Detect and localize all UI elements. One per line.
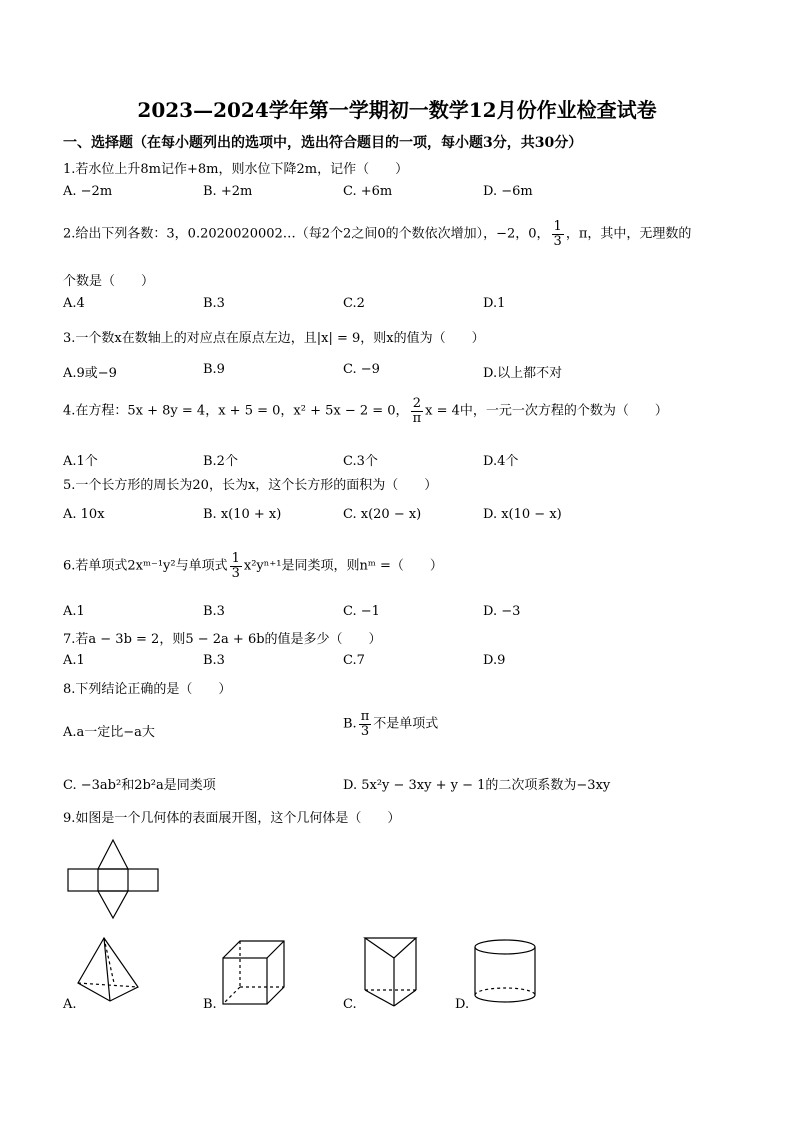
net-bottom-triangle xyxy=(98,891,128,918)
question-9-option-a: A. xyxy=(63,997,77,1012)
question-4-stem xyxy=(63,397,668,425)
cylinder-figure xyxy=(470,937,542,1007)
question-7-option-a: A.1 xyxy=(63,653,85,668)
question-7-option-c: C.7 xyxy=(343,653,365,668)
fraction-numerator: 1 xyxy=(553,219,562,234)
fraction-denominator: π xyxy=(412,410,422,426)
question-9-option-d: D. xyxy=(455,997,470,1012)
option-text: 不是单项式 xyxy=(373,716,439,732)
question-2-option-c: C.2 xyxy=(343,296,365,311)
question-8-option-a: A.a一定比−a大 xyxy=(63,725,155,740)
section-heading: 一、选择题（在每小题列出的选项中，选出符合题目的一项，每小题3分，共30分） xyxy=(63,135,583,151)
question-6-option-a: A.1 xyxy=(63,604,85,619)
fraction-numerator: π xyxy=(360,709,370,724)
question-5-option-c: C. x(20 − x) xyxy=(343,507,422,522)
question-8-option-b xyxy=(343,710,438,738)
question-2-stem-b: ，π，其中，无理数的 xyxy=(565,226,692,242)
question-7-option-b: B.3 xyxy=(203,653,225,668)
question-6-stem xyxy=(63,552,443,580)
question-6-stem-b: x²yⁿ⁺¹是同类项，则nᵐ =（ ） xyxy=(243,558,443,574)
question-6-option-b: B.3 xyxy=(203,604,225,619)
question-1-option-d: D. −6m xyxy=(483,184,533,199)
net-top-triangle xyxy=(98,840,128,869)
cube-figure xyxy=(218,938,290,1010)
question-7-stem: 7.若a − 3b = 2，则5 − 2a + 6b的值是多少（ ） xyxy=(63,632,382,647)
question-8-fraction xyxy=(359,710,372,738)
question-4-fraction xyxy=(411,397,424,425)
question-4-stem-a: 4.在方程：5x + 8y = 4，x + 5 = 0，x² + 5x − 2 = 0， xyxy=(63,403,409,419)
question-3-option-a: A.9或−9 xyxy=(63,366,117,381)
fraction-denominator: 3 xyxy=(231,565,240,581)
question-9-stem: 9.如图是一个几何体的表面展开图，这个几何体是（ ） xyxy=(63,811,401,826)
question-9-option-c: C. xyxy=(343,997,357,1012)
question-6-option-c: C. −1 xyxy=(343,604,380,619)
question-6-fraction xyxy=(230,552,242,580)
question-2-stem xyxy=(63,220,691,248)
question-3-option-c: C. −9 xyxy=(343,362,380,377)
fraction-denominator: 3 xyxy=(360,723,370,739)
question-8-option-d: D. 5x²y − 3xy + y − 1的二次项系数为−3xy xyxy=(343,778,611,793)
question-6-stem-a: 6.若单项式2xᵐ⁻¹y²与单项式 xyxy=(63,558,228,574)
question-1-stem: 1.若水位上升8m记作+8m，则水位下降2m，记作（ ） xyxy=(63,162,409,177)
option-label: B. xyxy=(343,716,357,732)
question-9-option-b: B. xyxy=(203,997,217,1012)
question-4-option-d: D.4个 xyxy=(483,454,519,469)
question-4-option-b: B.2个 xyxy=(203,454,238,469)
exam-title: 2023—2024学年第一学期初一数学12月份作业检查试卷 xyxy=(137,98,657,122)
question-2-stem-c: 个数是（ ） xyxy=(63,274,155,289)
net-diagram xyxy=(60,838,170,920)
question-1-option-c: C. +6m xyxy=(343,184,393,199)
question-4-stem-b: x = 4中，一元一次方程的个数为（ ） xyxy=(425,403,668,419)
question-5-option-d: D. x(10 − x) xyxy=(483,507,562,522)
question-6-option-d: D. −3 xyxy=(483,604,521,619)
question-2-stem-a: 2.给出下列各数：3，0.2020020002…（每2个2之间0的个数依次增加），−2，0， xyxy=(63,226,550,242)
question-5-stem: 5.一个长方形的周长为20，长为x，这个长方形的面积为（ ） xyxy=(63,478,438,493)
question-2-option-d: D.1 xyxy=(483,296,506,311)
question-2-option-a: A.4 xyxy=(63,296,85,311)
net-rectangles xyxy=(68,869,158,891)
question-7-option-d: D.9 xyxy=(483,653,506,668)
question-8-option-c: C. −3ab²和2b²a是同类项 xyxy=(63,778,216,793)
fraction-numerator: 2 xyxy=(412,396,421,411)
fraction-denominator: 3 xyxy=(553,233,562,249)
question-4-option-c: C.3个 xyxy=(343,454,378,469)
question-3-option-d: D.以上都不对 xyxy=(483,366,563,381)
question-4-option-a: A.1个 xyxy=(63,454,98,469)
question-1-option-a: A. −2m xyxy=(63,184,113,199)
question-5-option-a: A. 10x xyxy=(63,507,105,522)
question-1-option-b: B. +2m xyxy=(203,184,253,199)
pyramid-figure xyxy=(72,935,144,1007)
question-2-option-b: B.3 xyxy=(203,296,225,311)
question-3-stem: 3.一个数x在数轴上的对应点在原点左边，且|x| = 9，则x的值为（ ） xyxy=(63,331,485,346)
fraction-numerator: 1 xyxy=(231,551,240,566)
question-2-fraction xyxy=(552,220,564,248)
question-5-option-b: B. x(10 + x) xyxy=(203,507,282,522)
triangular-prism-figure xyxy=(360,934,424,1008)
question-3-option-b: B.9 xyxy=(203,362,225,377)
question-8-stem: 8.下列结论正确的是（ ） xyxy=(63,682,232,697)
